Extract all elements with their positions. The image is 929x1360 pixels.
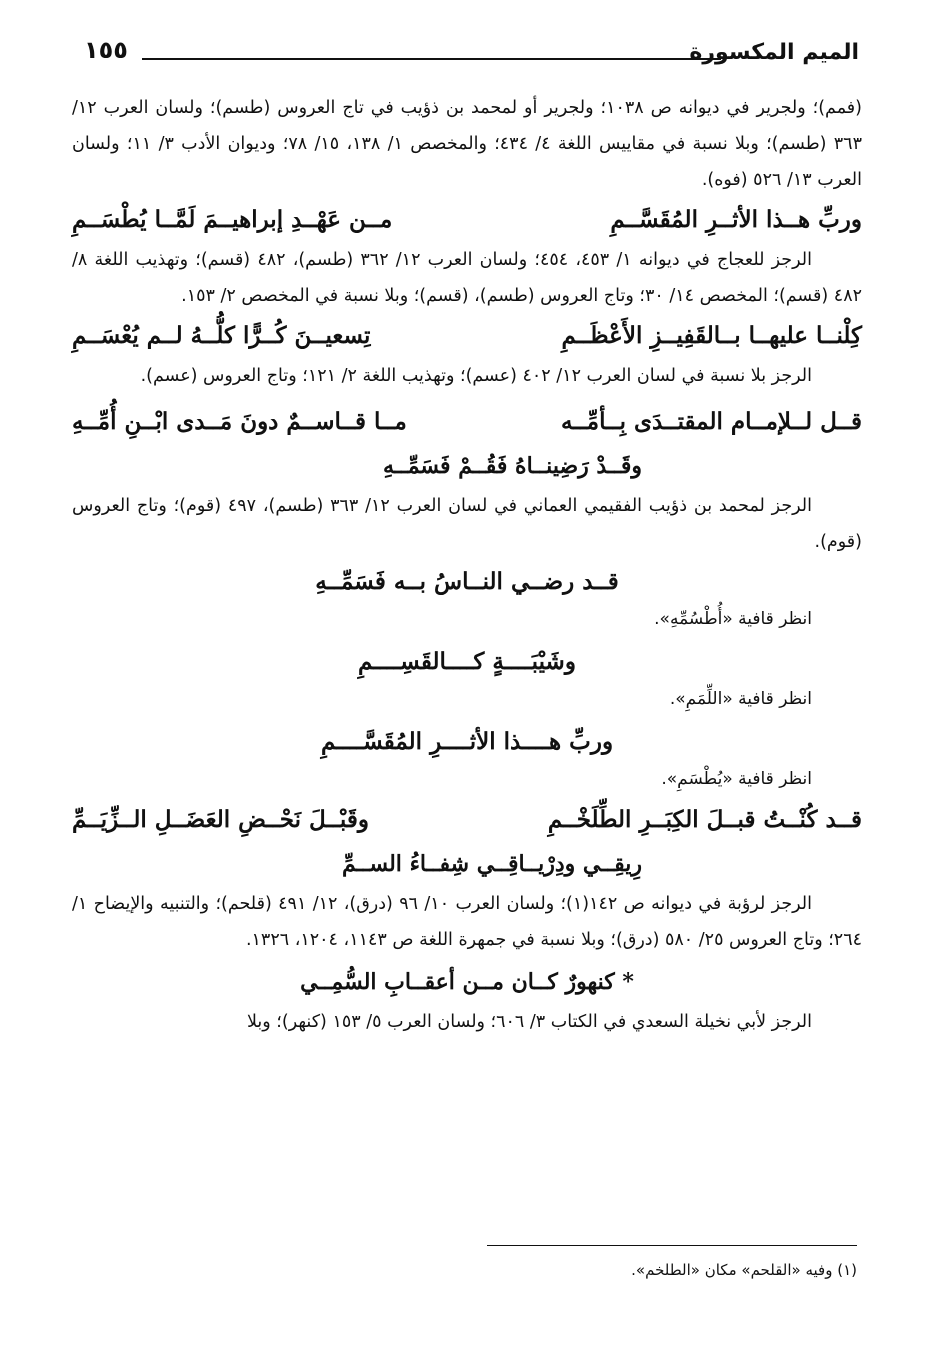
citation-paragraph: (فمم)؛ ولجرير في ديوانه ص ١٠٣٨؛ ولجرير أو لمحمد بن ذؤيب في تاج العروس (طسم)؛ ولسان العرب ١٢/ ٣٦٣ (طسم)؛ وبلا نسبة في مقاييس اللغة ٤/ ٤٣٤؛ والمخصص ١/ ١٣٨، ١٥/ ٧٨؛ وديوان الأدب ٣/ ١١؛ ولسان العرب ١٣/ ٥٢٦ (فوه). xyxy=(72,98,863,190)
verse-first-hemistich: قــل لــلإمــام المقتــدَى بِــأمِّــه xyxy=(561,408,862,435)
verse-line xyxy=(72,400,862,444)
verse-first-hemistich: كِلْنــا عليهــا بــالقَفِيــزِ الأَعْظَــمِ xyxy=(561,322,862,349)
verse-continuation: رِيقِــي ودِرْيــاقِــي شِفــاءُ الســمِّ xyxy=(341,851,642,877)
page-header xyxy=(84,36,859,76)
rhyme-reference: انظر قافية «اللِّمَمِ». xyxy=(669,689,812,709)
footnote: (١) وفيه «القلحم» مكان «الطلخم». xyxy=(631,1261,857,1279)
verse-first-hemistich: قــد كُنْــتُ قبــلَ الكِبَــرِ الطِّلَخْــمِ xyxy=(547,806,862,833)
verse-line: وربِّ هــــذا الأثــــرِ المُقَسَّــــمِ xyxy=(320,728,614,755)
verse-line xyxy=(72,798,862,842)
rhyme-reference: انظر قافية «يُطْسَمِ». xyxy=(661,769,812,789)
verse-line xyxy=(72,198,862,242)
rhyme-reference: انظر قافية «أُطْسُمِّهِ». xyxy=(654,609,812,629)
header-rule xyxy=(142,58,721,60)
verse-first-hemistich: وربِّ هــذا الأثــرِ المُقَسَّــمِ xyxy=(610,206,862,233)
citation-paragraph: الرجز لأبي نخيلة السعدي في الكتاب ٣/ ٦٠٦؛ ولسان العرب ٥/ ١٥٣ (كنهر)؛ وبلا xyxy=(246,1012,812,1032)
verse-line: وشَيْبَــــةٍ كــــالقَسِــــمِ xyxy=(358,648,576,675)
page-body xyxy=(72,90,862,1040)
footnote-rule xyxy=(487,1245,857,1246)
verse-line: * كنهورٌ كــان مــن أعقــابِ السُّمِــي xyxy=(300,969,634,995)
page-number: ١٥٥ xyxy=(84,36,128,64)
citation-paragraph: الرجز لرؤبة في ديوانه ص ١٤٢(١)؛ ولسان العرب ١٠/ ٩٦ (درق)، ١٢/ ٤٩١ (قلحم)؛ والتنبيه والإيضاح ١/ ٢٦٤؛ وتاج العروس ٢٥/ ٥٨٠ (درق)؛ وبلا نسبة في جمهرة اللغة ص ١١٤٣، ١٢٠٤، ١٣٢٦. xyxy=(72,894,862,950)
verse-line xyxy=(72,314,862,358)
verse-continuation: وقَــدْ رَضِينــاهُ فَقُــمْ فَسَمِّــهِ xyxy=(383,453,642,479)
verse-second-hemistich: تِسعيــنَ كُــرًّا كلُّــهُ لــم يُعْسَــمِ xyxy=(72,322,371,349)
citation-paragraph: الرجز لمحمد بن ذؤيب الفقيمي العماني في لسان العرب ١٢/ ٣٦٣ (طسم)، ٤٩٧ (قوم)؛ وتاج العروس (قوم). xyxy=(72,496,862,552)
verse-second-hemistich: مــا قــاســمٌ دونَ مَــدى ابْــنِ أُمِّــهِ xyxy=(72,408,407,435)
citation-paragraph: الرجز بلا نسبة في لسان العرب ١٢/ ٤٠٢ (عسم)؛ وتهذيب اللغة ٢/ ١٢١؛ وتاج العروس (عسم). xyxy=(140,366,812,386)
chapter-title: الميم المكسورة xyxy=(689,40,859,65)
citation-paragraph: الرجز للعجاج في ديوانه ١/ ٤٥٣، ٤٥٤؛ ولسان العرب ١٢/ ٣٦٢ (طسم)، ٤٨٢ (قسم)؛ وتهذيب اللغة ٨/ ٤٨٢ (قسم)؛ المخصص ١٤/ ٣٠؛ وتاج العروس (طسم)، (قسم)؛ وبلا نسبة في المخصص ٢/ ١٥٣. xyxy=(72,250,862,306)
verse-second-hemistich: مــن عَهْــدِ إبراهيــمَ لَمَّــا يُطْسَــمِ xyxy=(72,206,393,233)
verse-second-hemistich: وقَبْــلَ نَحْــضِ العَضَــلِ الــزِّيَــمِّ xyxy=(72,806,369,833)
verse-line: قــد رضــي النــاسُ بــه فَسَمِّــهِ xyxy=(315,568,619,595)
